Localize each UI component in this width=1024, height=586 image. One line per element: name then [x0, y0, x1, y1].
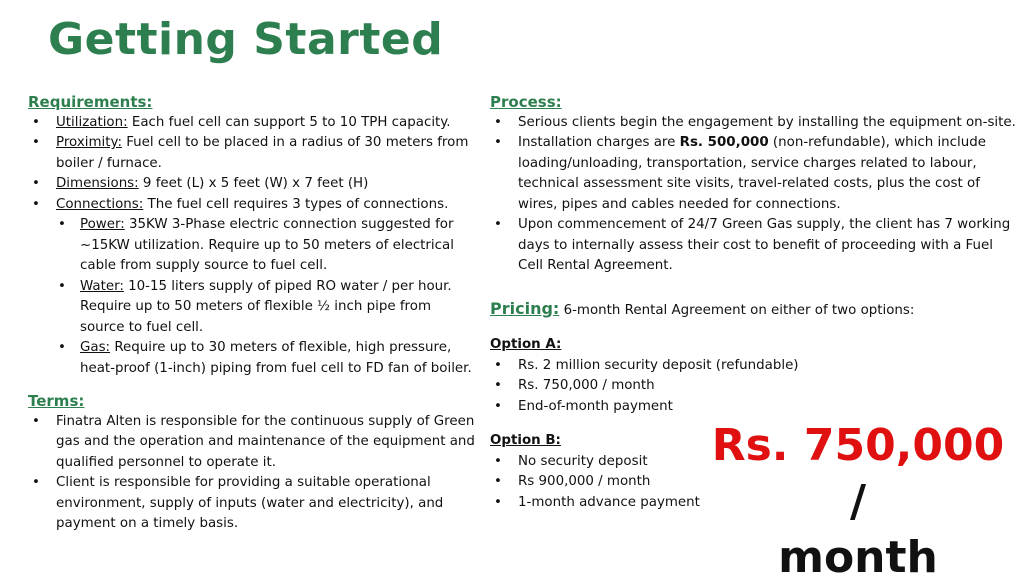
price-highlight	[698, 418, 1018, 586]
gas-text: Require up to 30 meters of flexible, high pressure, heat-proof (1-inch) piping from fuel cell to FD fan of boiler.	[80, 340, 472, 376]
list-item	[28, 174, 476, 195]
proximity-label: Proximity:	[56, 135, 122, 150]
option-b-heading: Option B:	[490, 433, 561, 448]
option-a-list	[490, 356, 1020, 418]
connections-label: Connections:	[56, 196, 144, 212]
installation-amount: Rs. 500,000	[679, 135, 769, 150]
proximity-text: Fuel cell to be placed in a radius of 30 meters from boiler / furnace.	[56, 135, 469, 171]
pricing-heading: Pricing:	[490, 298, 560, 318]
list-item	[54, 215, 476, 277]
list-item	[54, 277, 476, 339]
list-item	[54, 338, 476, 379]
list-item: • End-of-month payment	[490, 397, 1020, 418]
list-item	[28, 195, 476, 216]
connections-text: The fuel cell requires 3 types of connections.	[143, 196, 449, 212]
page-title: Getting Started	[48, 14, 444, 65]
list-item: • Serious clients begin the engagement by installing the equipment on-site.	[490, 113, 1020, 134]
list-item: • 1-month advance payment	[490, 493, 1020, 514]
list-item: • Upon commencement of 24/7 Green Gas supply, the client has 7 working days to internally assess their cost to benefit of proceeding with a Fuel Cell Rental Agreement.	[490, 215, 1020, 277]
list-item: • Rs. 2 million security deposit (refundable)	[490, 356, 1020, 377]
highlight-unit: month	[778, 532, 938, 583]
installation-post: (non-refundable), which include loading/unloading, transportation, service charges related to labour, technical assessment site visits, travel-related costs, plus the cost of wires, pipes and cables needed for connections.	[518, 135, 986, 212]
power-label: Power:	[80, 217, 125, 232]
terms-heading: Terms:	[28, 392, 85, 410]
highlight-suffix: /	[849, 476, 867, 527]
utilization-label: Utilization:	[56, 114, 128, 130]
dimensions-text: 9 feet (L) x 5 feet (W) x 7 feet (H)	[138, 176, 369, 191]
utilization-text: Each fuel cell can support 5 to 10 TPH capacity.	[127, 114, 451, 130]
list-item: • Finatra Alten is responsible for the continuous supply of Green gas and the operation and maintenance of the equipment and qualified personnel to operate it.	[28, 412, 476, 474]
list-item: • No security deposit	[490, 452, 1020, 473]
process-list	[490, 113, 1020, 277]
connections-sublist	[54, 215, 476, 379]
power-text: 35KW 3-Phase electric connection suggested for ~15KW utilization. Require up to 50 meters of electrical cable from supply source to fuel cell.	[80, 217, 454, 273]
requirements-heading: Requirements:	[28, 93, 153, 111]
process-heading: Process:	[490, 93, 562, 111]
gas-label: Gas:	[80, 340, 111, 355]
list-item: • Rs. 750,000 / month	[490, 376, 1020, 397]
list-item	[28, 133, 476, 174]
list-item	[490, 133, 1020, 215]
dimensions-label: Dimensions:	[56, 176, 139, 191]
list-item: • Client is responsible for providing a suitable operational environment, supply of inputs (water and electricity), and payment on a timely basis.	[28, 473, 476, 535]
list-item	[28, 113, 476, 134]
water-label: Water:	[80, 278, 124, 294]
requirements-list	[28, 113, 476, 216]
pricing-text: 6-month Rental Agreement on either of two options:	[559, 302, 915, 318]
highlight-amount: Rs. 750,000	[711, 420, 1005, 471]
terms-list	[28, 412, 476, 535]
left-column	[28, 92, 476, 535]
installation-pre: Installation charges are	[518, 135, 680, 150]
pricing-line	[490, 299, 1020, 322]
list-item: • Rs 900,000 / month	[490, 472, 1020, 493]
water-text: 10-15 liters supply of piped RO water / per hour. Require up to 50 meters of flexible ½ inch pipe from source to fuel cell.	[80, 278, 452, 335]
option-a-heading: Option A:	[490, 337, 562, 352]
